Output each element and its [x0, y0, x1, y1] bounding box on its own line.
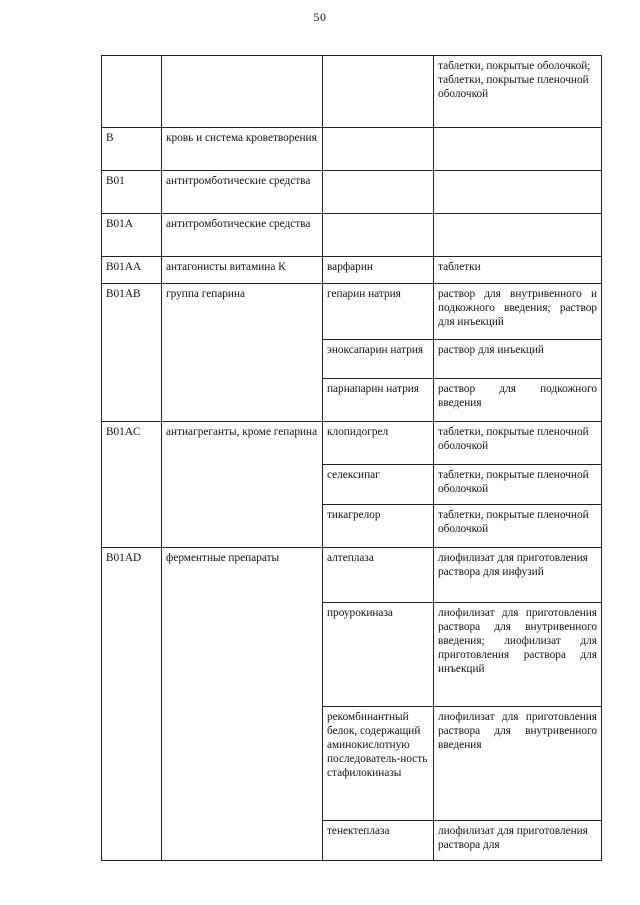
drug-name-cell: [323, 214, 434, 257]
dosage-form-cell: таблетки, покрытые пленочной оболочкой: [434, 422, 602, 465]
atc-name-cell: группа гепарина: [162, 284, 323, 422]
drug-name-cell: рекомбинантный белок, содержащий аминокислотную последователь-ность стафилокиназы: [323, 707, 434, 821]
table-row: [102, 257, 602, 284]
drug-name-cell: парнапарин натрия: [323, 379, 434, 422]
atc-code-cell: B01AC: [102, 422, 162, 548]
drug-name-cell: клопидогрел: [323, 422, 434, 465]
drug-name-cell: тенектеплаза: [323, 821, 434, 861]
dosage-form-cell: таблетки, покрытые оболочкой; таблетки, покрытые пленочной оболочкой: [434, 56, 602, 128]
atc-name-cell: ферментные препараты: [162, 548, 323, 861]
table-row: [102, 171, 602, 214]
dosage-form-cell: раствор для подкожного введения: [434, 379, 602, 422]
page-number: 50: [313, 10, 327, 24]
dosage-form-cell: таблетки: [434, 257, 602, 284]
drug-table: [101, 55, 602, 861]
table-row: [102, 56, 602, 128]
atc-code-cell: B01AD: [102, 548, 162, 861]
table-row: [102, 128, 602, 171]
drug-name-cell: эноксапарин натрия: [323, 340, 434, 379]
atc-code-cell: [102, 56, 162, 128]
drug-name-cell: варфарин: [323, 257, 434, 284]
dosage-form-cell: [434, 214, 602, 257]
atc-name-cell: [162, 56, 323, 128]
dosage-form-cell: таблетки, покрытые пленочной оболочкой: [434, 505, 602, 548]
dosage-form-cell: таблетки, покрытые пленочной оболочкой: [434, 465, 602, 505]
atc-name-cell: антитромботические средства: [162, 214, 323, 257]
table-row: [102, 422, 602, 465]
drug-name-cell: алтеплаза: [323, 548, 434, 603]
table-row: [102, 214, 602, 257]
dosage-form-cell: [434, 128, 602, 171]
atc-name-cell: антиагреганты, кроме гепарина: [162, 422, 323, 548]
drug-name-cell: проурокиназа: [323, 603, 434, 707]
atc-name-cell: кровь и система кроветворения: [162, 128, 323, 171]
dosage-form-cell: лиофилизат для приготовления раствора для: [434, 821, 602, 861]
table-row: [102, 548, 602, 603]
atc-code-cell: B: [102, 128, 162, 171]
atc-code-cell: B01: [102, 171, 162, 214]
drug-name-cell: селексипаг: [323, 465, 434, 505]
dosage-form-cell: лиофилизат для приготовления раствора для инфузий: [434, 548, 602, 603]
dosage-form-cell: раствор для инъекций: [434, 340, 602, 379]
drug-name-cell: [323, 56, 434, 128]
dosage-form-cell: раствор для внутривенного и подкожного введения; раствор для инъекций: [434, 284, 602, 340]
dosage-form-cell: лиофилизат для приготовления раствора для внутривенного введения: [434, 707, 602, 821]
atc-code-cell: B01AB: [102, 284, 162, 422]
dosage-form-cell: [434, 171, 602, 214]
table-row: [102, 284, 602, 340]
drug-name-cell: [323, 128, 434, 171]
atc-code-cell: B01AA: [102, 257, 162, 284]
drug-name-cell: гепарин натрия: [323, 284, 434, 340]
atc-name-cell: антитромботические средства: [162, 171, 323, 214]
atc-code-cell: B01A: [102, 214, 162, 257]
dosage-form-cell: лиофилизат для приготовления раствора для внутривенного введения; лиофилизат для приготовления раствора для инъекций: [434, 603, 602, 707]
atc-name-cell: антагонисты витамина К: [162, 257, 323, 284]
drug-name-cell: [323, 171, 434, 214]
drug-name-cell: тикагрелор: [323, 505, 434, 548]
